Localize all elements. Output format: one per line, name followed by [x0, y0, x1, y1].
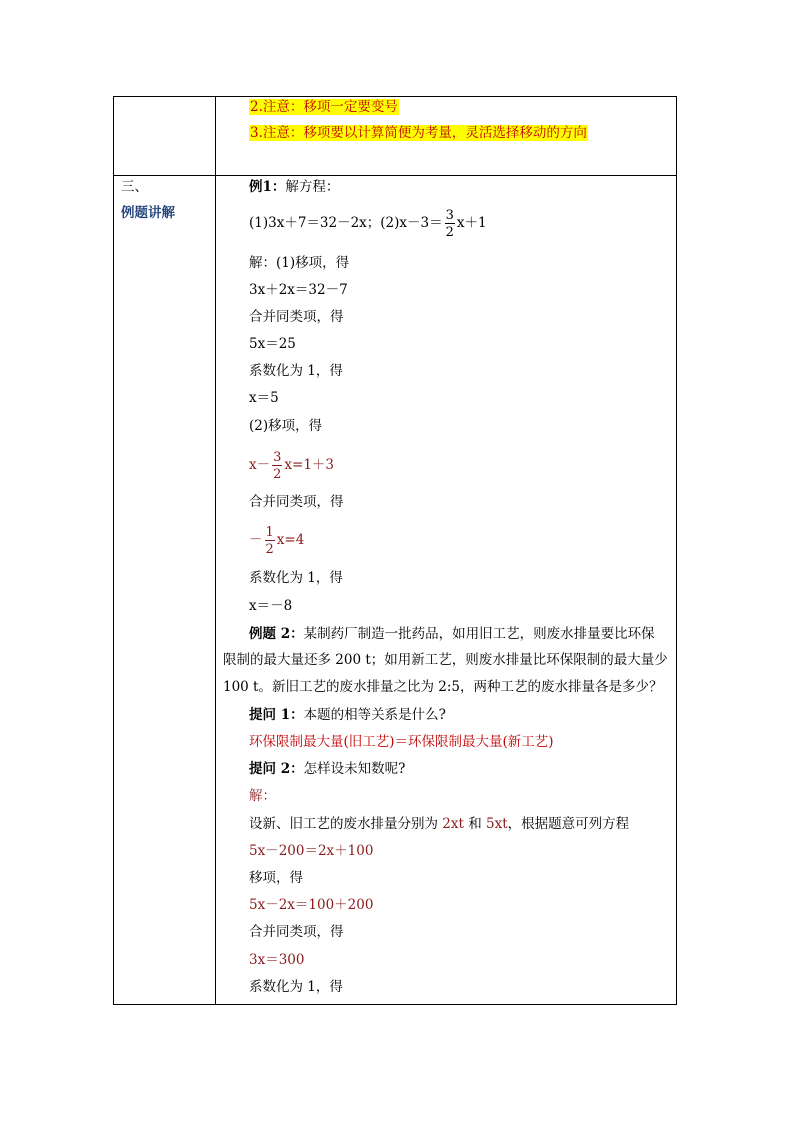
fraction-3-2: $\frac{3}{2}$ [273, 449, 282, 482]
solution-step: 系数化为 1，得 [249, 363, 343, 379]
example-2-line-2: 限制的最大量还多 200 t；如用新工艺，则废水排量比环保限制的最大量少 [223, 652, 668, 668]
answer-2-equation: 5x－200＝2x＋100 [249, 843, 374, 859]
example-1-equations: (1)3x＋7＝32－2x；(2)x－3＝ $\frac{3}{2}$ x＋1 [249, 207, 487, 240]
answer-2-line: 系数化为 1，得 [249, 979, 343, 995]
answer-2-line: 移项，得 [249, 870, 303, 886]
question-1: 提问 1：本题的相等关系是什么? [249, 707, 446, 723]
solution-step: x＝5 [249, 390, 279, 406]
solution-intro: 解：(1)移项，得 [249, 255, 350, 271]
solution-step: x＝－8 [249, 598, 293, 614]
fraction-1-2: $\frac{1}{2}$ [265, 524, 274, 557]
section-title: 例题讲解 [121, 205, 175, 221]
example-2-line-3: 100 t。新旧工艺的废水排量之比为 2:5，两种工艺的废水排量各是多少？ [223, 679, 663, 695]
solution-step: 合并同类项，得 [249, 494, 344, 510]
answer-1: 环保限制最大量(旧工艺)＝环保限制最大量(新工艺) [249, 734, 554, 750]
question-2: 提问 2：怎样设未知数呢? [249, 761, 406, 777]
column-divider [215, 97, 216, 1004]
example-1-header: 例1：解方程： [249, 179, 340, 195]
solution-step-fraction: x－ $\frac{3}{2}$ x=1＋3 [249, 449, 335, 482]
answer-2-line: 合并同类项，得 [249, 924, 344, 940]
solution-step: 合并同类项，得 [249, 309, 344, 325]
note-3: 3.注意：移项要以计算简便为考量，灵活选择移动的方向 [250, 125, 587, 141]
example-2-line-1: 例题 2：某制药厂制造一批药品，如用旧工艺，则废水排量要比环保 [249, 626, 655, 642]
solution-step: 5x＝25 [249, 336, 296, 352]
answer-2-equation: 3x＝300 [249, 952, 305, 968]
solution-step-fraction: － $\frac{1}{2}$ x=4 [249, 524, 305, 557]
solution-step: 3x＋2x＝32－7 [249, 282, 348, 298]
answer-2-intro: 解： [249, 788, 276, 804]
answer-2-line: 设新、旧工艺的废水排量分别为 2xt 和 5xt，根据题意可列方程 [249, 816, 630, 832]
solution-step: 系数化为 1，得 [249, 570, 343, 586]
row-divider [114, 175, 676, 176]
section-number: 三、 [121, 179, 148, 195]
answer-2-equation: 5x－2x＝100＋200 [249, 897, 374, 913]
fraction-3-2: $\frac{3}{2}$ [445, 207, 454, 240]
note-2: 2.注意：移项一定要变号 [250, 99, 398, 115]
solution-step: (2)移项，得 [249, 418, 323, 434]
